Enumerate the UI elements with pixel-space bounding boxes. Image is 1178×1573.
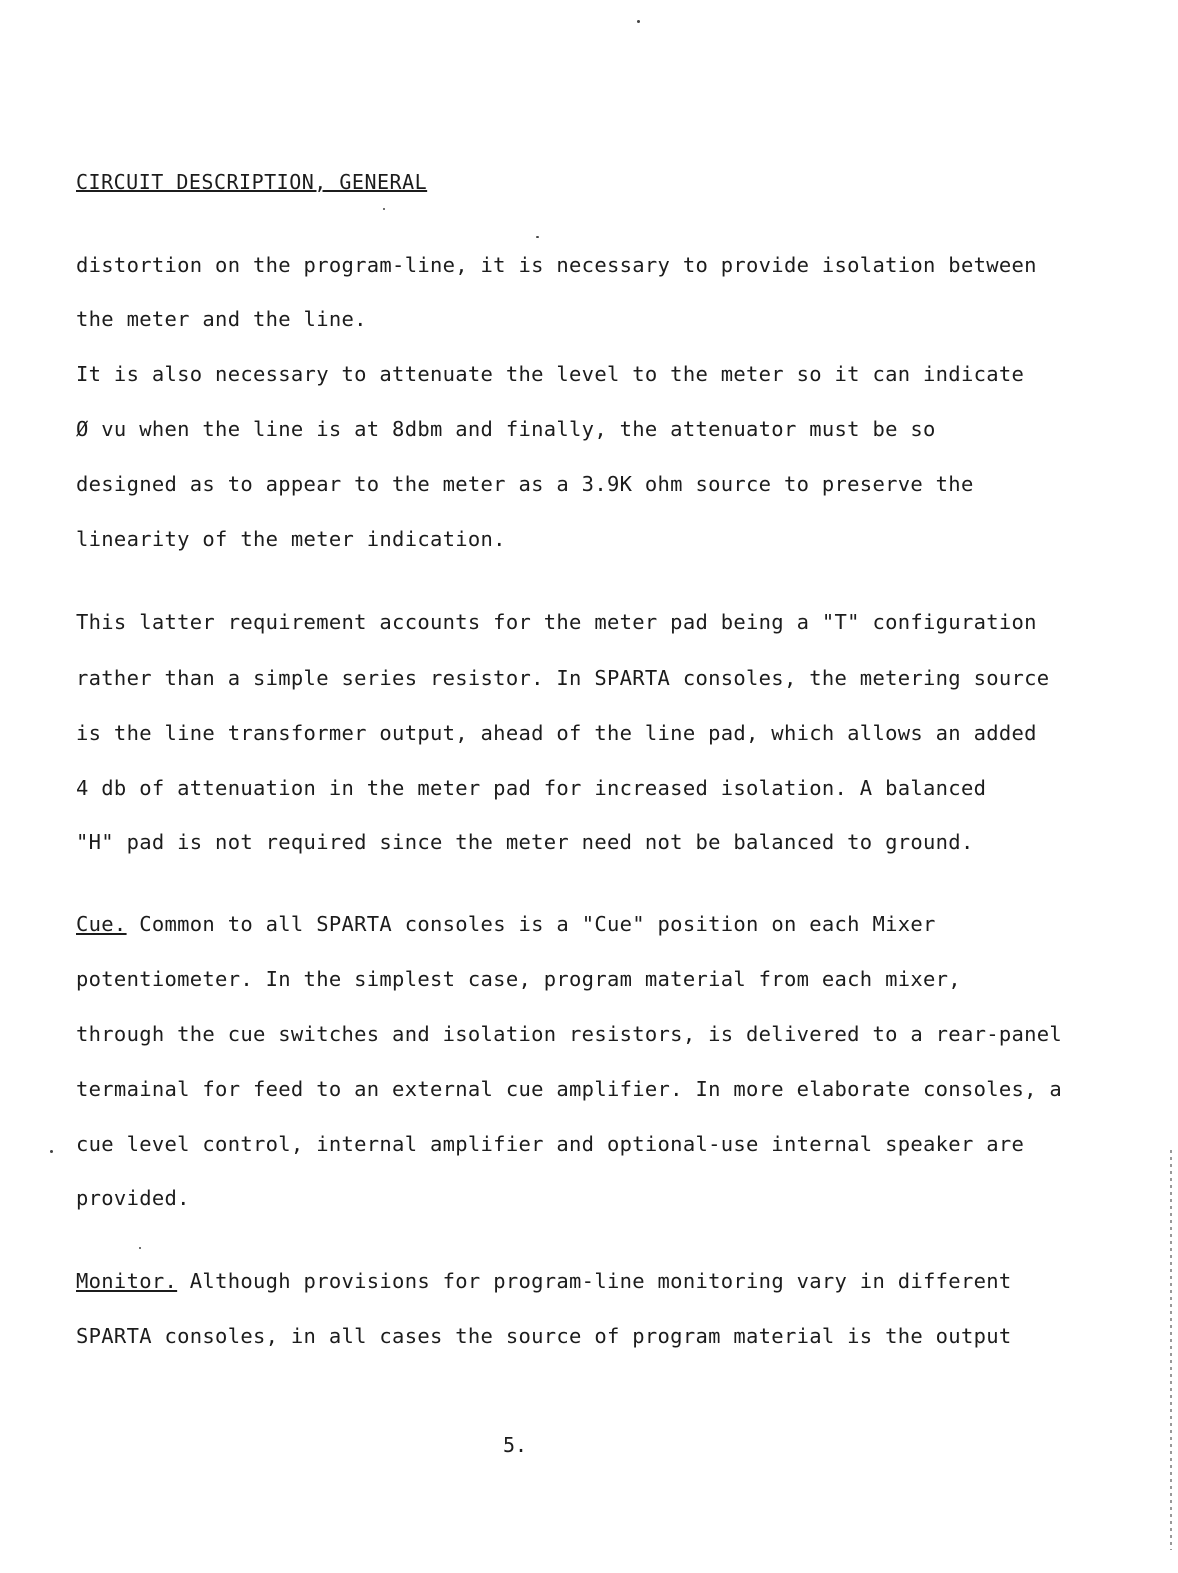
text-line: the meter and the line. (76, 307, 367, 331)
text-line: rather than a simple series resistor. In SPARTA consoles, the metering source (76, 666, 1050, 690)
text-line: It is also necessary to attenuate the level to the meter so it can indicate (76, 362, 1025, 386)
scan-speck (139, 1247, 141, 1249)
text-line: This latter requirement accounts for the meter pad being a "T" configuration (76, 610, 1037, 634)
page-number: 5. (503, 1433, 528, 1457)
text-line: "H" pad is not required since the meter need not be balanced to ground. (76, 830, 974, 854)
text-line: 4 db of attenuation in the meter pad for increased isolation. A balanced (76, 776, 987, 800)
text-line: cue level control, internal amplifier and optional-use internal speaker are (76, 1132, 1025, 1156)
monitor-first-line (76, 1269, 1012, 1293)
cue-label: Cue. (76, 912, 127, 936)
text-line: potentiometer. In the simplest case, program material from each mixer, (76, 967, 961, 991)
text-line: designed as to appear to the meter as a 3.9K ohm source to preserve the (76, 472, 974, 496)
text-line: is the line transformer output, ahead of the line pad, which allows an added (76, 721, 1037, 745)
text-line: termainal for feed to an external cue amplifier. In more elaborate consoles, a (76, 1077, 1063, 1101)
text-line: Ø vu when the line is at 8dbm and finally, the attenuator must be so (76, 417, 936, 441)
scan-speck (536, 236, 539, 238)
scan-speck (637, 20, 640, 23)
monitor-text: Although provisions for program-line monitoring vary in different (177, 1269, 1012, 1293)
scan-edge-artifact (1170, 1150, 1172, 1550)
cue-text: Common to all SPARTA consoles is a "Cue" position on each Mixer (126, 912, 936, 936)
scan-speck (383, 208, 385, 210)
monitor-label: Monitor. (76, 1269, 178, 1293)
scan-speck (50, 1150, 53, 1153)
text-line: distortion on the program-line, it is necessary to provide isolation between (76, 253, 1037, 277)
text-line: linearity of the meter indication. (76, 527, 506, 551)
cue-first-line (76, 912, 936, 936)
text-line: provided. (76, 1186, 190, 1210)
section-heading: CIRCUIT DESCRIPTION, GENERAL (76, 170, 428, 194)
text-line: through the cue switches and isolation resistors, is delivered to a rear-panel (76, 1022, 1063, 1046)
text-line: SPARTA consoles, in all cases the source of program material is the output (76, 1324, 1012, 1348)
